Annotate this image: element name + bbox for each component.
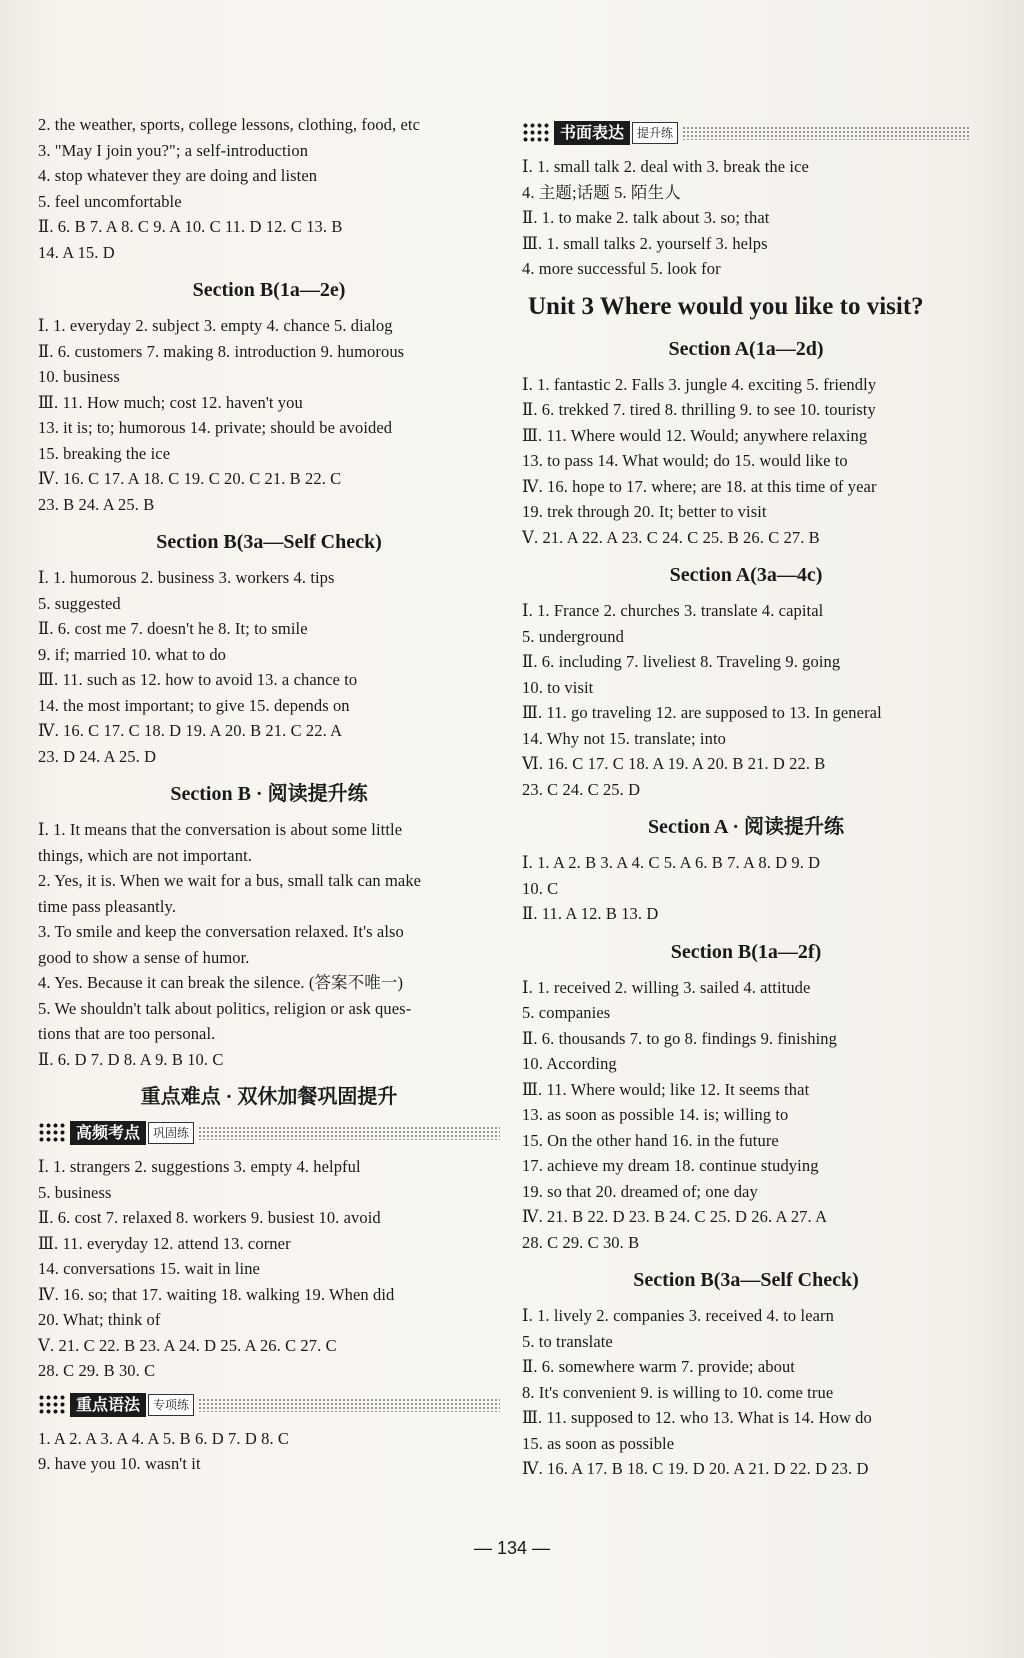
answer-line: Ⅲ. 1. small talks 2. yourself 3. helps <box>522 233 768 253</box>
answer-line: 15. On the other hand 16. in the future <box>522 1130 779 1150</box>
answer-line: Ⅰ. 1. humorous 2. business 3. workers 4. tips <box>38 568 335 587</box>
answer-line: Ⅰ. 1. everyday 2. subject 3. empty 4. chance 5. dialog <box>38 316 393 335</box>
answer-line: 19. trek through 20. It; better to visit <box>522 502 767 521</box>
dot-grid-icon <box>38 1122 66 1144</box>
answer-line: Ⅰ. 1. France 2. churches 3. translate 4. capital <box>522 601 824 620</box>
answer-line: 3. To smile and keep the conversation relaxed. It's also <box>38 922 404 941</box>
answer-line: 13. to pass 14. What would; do 15. would like to <box>522 451 848 470</box>
answer-line: 20. What; think of <box>38 1310 161 1329</box>
answer-line: Ⅱ. 6. somewhere warm 7. provide; about <box>522 1357 795 1376</box>
page-number: — 134 — <box>473 1538 551 1558</box>
answer-line: 23. B 24. A 25. B <box>38 494 155 514</box>
answer-line: Ⅰ. 1. A 2. B 3. A 4. C 5. A 6. B 7. A 8. D 9. D <box>522 853 821 872</box>
section-heading: Section B · 阅读提升练 <box>170 783 368 805</box>
section-heading: 重点难点 · 双休加餐巩固提升 <box>140 1086 398 1108</box>
answer-line: Ⅵ. 16. C 17. C 18. A 19. A 20. B 21. D 22. B <box>522 754 826 773</box>
answer-line: Ⅱ. 6. trekked 7. tired 8. thrilling 9. to see 10. touristy <box>522 400 876 419</box>
banner-tag: 专项练 <box>148 1394 194 1416</box>
answer-line: Ⅳ. 16. so; that 17. waiting 18. walking 19. When did <box>38 1284 395 1304</box>
answer-line: Ⅰ. 1. received 2. willing 3. sailed 4. attitude <box>522 977 811 997</box>
answer-line: 4. Yes. Because it can break the silence. (答案不唯一) <box>38 973 404 992</box>
answer-line: 14. Why not 15. translate; into <box>522 728 726 748</box>
answer-line: Ⅲ. 11. supposed to 12. who 13. What is 14. How do <box>522 1408 872 1427</box>
answer-line: things, which are not important. <box>38 845 252 865</box>
answer-line: Ⅳ. 16. A 17. B 18. C 19. D 20. A 21. D 22. D 23. D <box>522 1459 869 1478</box>
dot-grid-icon <box>38 1394 66 1416</box>
answer-line: 10. business <box>38 367 120 386</box>
answer-line: Ⅳ. 16. C 17. A 18. C 19. C 20. C 21. B 22. C <box>38 469 342 488</box>
answer-line: Ⅰ. 1. lively 2. companies 3. received 4. to learn <box>522 1306 834 1325</box>
answer-line: 14. A 15. D <box>38 242 115 262</box>
answer-line: Ⅲ. 11. Where would 12. Would; anywhere relaxing <box>522 425 868 445</box>
answer-line: tions that are too personal. <box>38 1024 216 1043</box>
answer-line: 23. C 24. C 25. D <box>522 779 641 799</box>
banner-title: 书面表达 <box>554 121 630 145</box>
answer-line: 5. underground <box>522 626 624 646</box>
answer-line: good to show a sense of humor. <box>38 947 250 967</box>
answer-line: Ⅱ. 6. cost 7. relaxed 8. workers 9. busiest 10. avoid <box>38 1208 381 1227</box>
dotted-rule <box>682 126 970 140</box>
answer-line: 5. feel uncomfortable <box>38 191 182 211</box>
answer-line: 5. to translate <box>522 1331 613 1351</box>
section-heading: Section A(1a—2d) <box>668 337 824 360</box>
section-banner <box>522 120 970 146</box>
right-column <box>522 112 970 1482</box>
answer-line: 13. it is; to; humorous 14. private; should be avoided <box>38 418 393 437</box>
answer-line: Ⅰ. 1. small talk 2. deal with 3. break the ice <box>522 157 809 176</box>
section-heading: Section B(3a—Self Check) <box>156 531 382 553</box>
dotted-rule <box>198 1126 500 1140</box>
answer-line: Ⅱ. 6. D 7. D 8. A 9. B 10. C <box>38 1049 224 1069</box>
answer-line: 10. According <box>522 1054 617 1073</box>
answer-line: 15. breaking the ice <box>38 443 171 463</box>
answer-line: 5. companies <box>522 1003 611 1022</box>
answer-line: 2. Yes, it is. When we wait for a bus, small talk can make <box>38 871 422 890</box>
answer-line: 15. as soon as possible <box>522 1433 675 1453</box>
answer-line: Ⅲ. 11. Where would; like 12. It seems that <box>522 1079 810 1099</box>
banner-tag: 巩固练 <box>148 1122 194 1144</box>
answer-line: 23. D 24. A 25. D <box>38 746 157 766</box>
answer-line: 4. 主题;话题 5. 陌生人 <box>522 182 681 202</box>
answer-line: Ⅳ. 21. B 22. D 23. B 24. C 25. D 26. A 27. A <box>522 1207 828 1226</box>
answer-line: Ⅲ. 11. How much; cost 12. haven't you <box>38 392 303 412</box>
answer-line: Ⅲ. 11. everyday 12. attend 13. corner <box>38 1233 291 1253</box>
answer-line: 2. the weather, sports, college lessons, clothing, food, etc <box>38 115 420 134</box>
dot-grid-icon <box>522 122 550 144</box>
answer-line: Ⅲ. 11. such as 12. how to avoid 13. a chance to <box>38 670 358 689</box>
answer-line: time pass pleasantly. <box>38 896 177 916</box>
left-column <box>38 112 500 1477</box>
answer-line: 4. stop whatever they are doing and listen <box>38 166 318 185</box>
answer-line: 10. to visit <box>522 677 594 697</box>
answer-line: Ⅱ. 6. customers 7. making 8. introduction 9. humorous <box>38 341 405 361</box>
answer-line: Ⅱ. 6. thousands 7. to go 8. findings 9. finishing <box>522 1028 837 1048</box>
section-heading: Section B(1a—2f) <box>670 940 822 963</box>
answer-line: 9. have you 10. wasn't it <box>38 1454 201 1473</box>
answer-line: Ⅰ. 1. It means that the conversation is about some little <box>38 820 403 839</box>
unit-title: Unit 3 Where would you like to visit? <box>528 292 924 320</box>
answer-line: 13. as soon as possible 14. is; willing to <box>522 1105 789 1124</box>
answer-line: 1. A 2. A 3. A 4. A 5. B 6. D 7. D 8. C <box>38 1428 289 1448</box>
section-banner <box>38 1392 500 1418</box>
banner-tag: 提升练 <box>632 122 678 144</box>
answer-line: Ⅲ. 11. go traveling 12. are supposed to 13. In general <box>522 703 882 722</box>
answer-line: 9. if; married 10. what to do <box>38 644 227 664</box>
answer-line: 5. business <box>38 1182 112 1202</box>
answer-line: Ⅳ. 16. C 17. C 18. D 19. A 20. B 21. C 22. A <box>38 721 343 740</box>
answer-line: 5. We shouldn't talk about politics, religion or ask ques- <box>38 998 412 1018</box>
answer-line: 4. more successful 5. look for <box>522 259 721 278</box>
answer-line: 14. the most important; to give 15. depends on <box>38 695 350 715</box>
answer-line: Ⅱ. 6. cost me 7. doesn't he 8. It; to smile <box>38 619 308 638</box>
answer-line: 10. C <box>522 878 559 898</box>
section-heading: Section A · 阅读提升练 <box>647 816 845 838</box>
answer-line: Ⅱ. 6. including 7. liveliest 8. Traveling 9. going <box>522 652 841 671</box>
answer-line: 17. achieve my dream 18. continue studying <box>522 1156 819 1175</box>
section-banner <box>38 1120 500 1146</box>
dotted-rule <box>198 1398 500 1412</box>
banner-title: 高频考点 <box>70 1121 146 1145</box>
answer-line: 5. suggested <box>38 593 121 613</box>
answer-line: 28. C 29. C 30. B <box>522 1232 640 1252</box>
answer-line: Ⅱ. 11. A 12. B 13. D <box>522 904 659 923</box>
answer-line: Ⅱ. 6. B 7. A 8. C 9. A 10. C 11. D 12. C 13. B <box>38 217 343 236</box>
answer-line: Ⅰ. 1. fantastic 2. Falls 3. jungle 4. exciting 5. friendly <box>522 374 877 394</box>
answer-line: Ⅱ. 1. to make 2. talk about 3. so; that <box>522 208 770 227</box>
answer-line: 3. "May I join you?"; a self-introduction <box>38 140 309 160</box>
answer-line: 14. conversations 15. wait in line <box>38 1259 260 1278</box>
section-heading: Section B(1a—2e) <box>192 279 346 301</box>
section-heading: Section B(3a—Self Check) <box>633 1269 859 1291</box>
answer-line: Ⅴ. 21. C 22. B 23. A 24. D 25. A 26. C 27. C <box>38 1335 337 1355</box>
answer-line: Ⅴ. 21. A 22. A 23. C 24. C 25. B 26. C 27. B <box>522 527 820 547</box>
answer-line: 28. C 29. B 30. C <box>38 1361 156 1380</box>
answer-line: 19. so that 20. dreamed of; one day <box>522 1181 758 1201</box>
section-heading: Section A(3a—4c) <box>669 564 823 586</box>
answer-line: 8. It's convenient 9. is willing to 10. come true <box>522 1382 834 1402</box>
answer-line: Ⅰ. 1. strangers 2. suggestions 3. empty 4. helpful <box>38 1157 361 1176</box>
answer-line: Ⅳ. 16. hope to 17. where; are 18. at this time of year <box>522 476 877 496</box>
banner-title: 重点语法 <box>70 1393 146 1417</box>
